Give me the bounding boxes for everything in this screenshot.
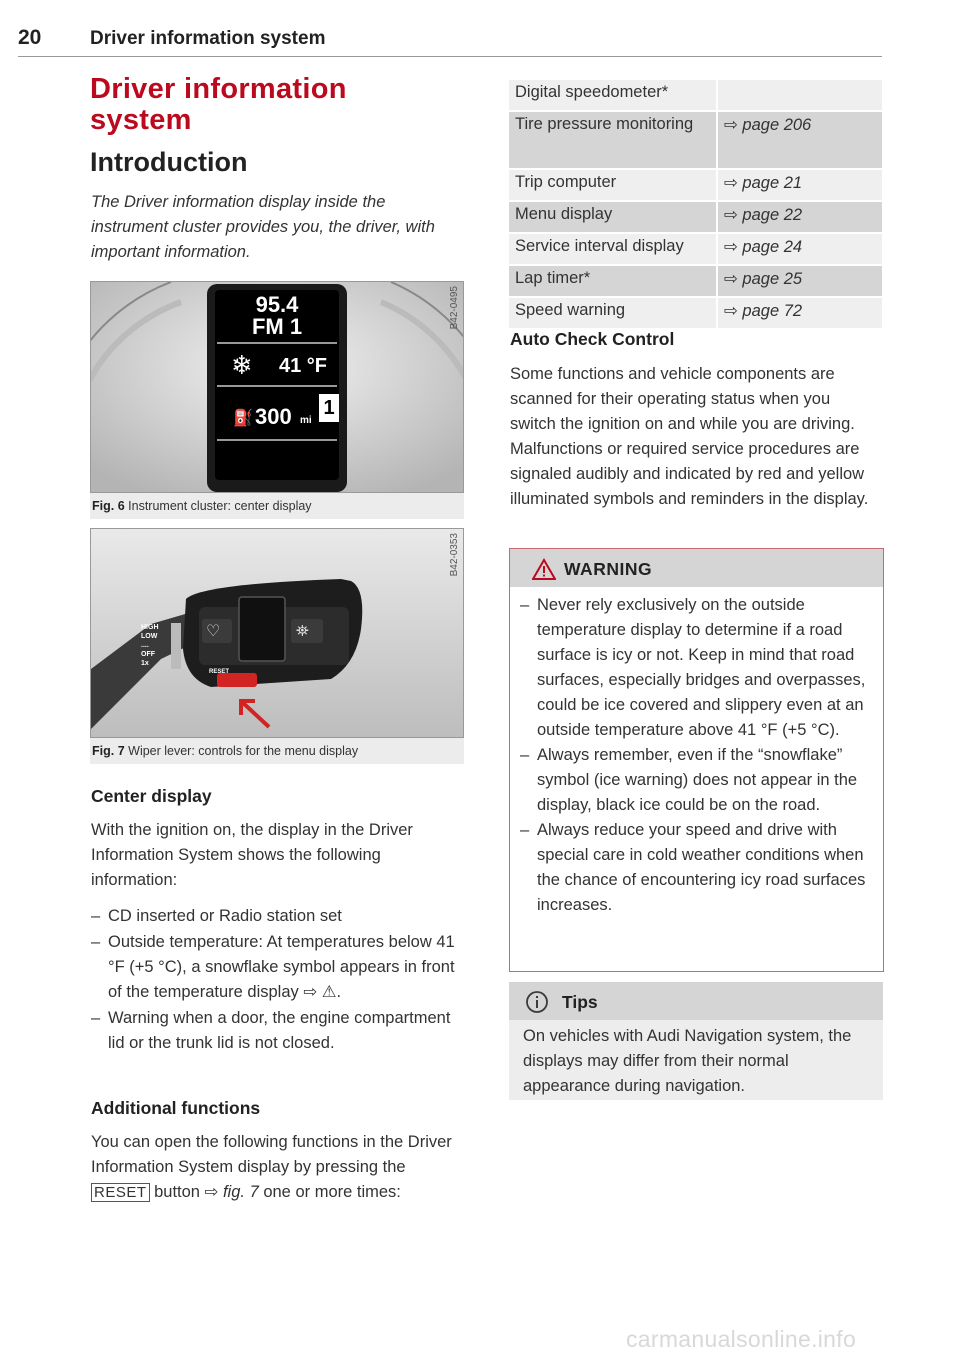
figure-6-caption-text: Instrument cluster: center display [128,499,312,513]
warning-body [520,593,875,918]
table-row [509,297,882,328]
figure-code: B42-0495 [449,286,460,330]
instrument-cluster-image [90,281,464,493]
tips-header [509,982,883,1020]
function-name: Menu display [509,201,717,233]
figure-7-label: Fig. 7 [92,744,125,758]
page-title-line1: Driver information [90,73,347,105]
callout-1: 1 [319,394,339,422]
tips-text: On vehicles with Audi Navigation system, the displays may differ from their normal appearance during navigation. [523,1027,852,1095]
figure-code: B42-0353 [449,533,460,577]
warning-header [510,549,883,587]
fuel-pump-icon: ⛽ [233,410,253,427]
function-ref[interactable]: ⇨ page 24 [717,233,882,265]
lever-high: HIGH [141,624,159,631]
lever-1x: 1x [141,660,149,667]
list-item: – Outside temperature: At temperatures below 41 °F (+5 °C), a snowflake symbol appears in front of the temperature display ⇨ ⚠. [91,930,463,1005]
tips-box [509,982,883,1100]
function-name: Tire pressure monitoring [509,111,717,169]
function-name: Speed warning [509,297,717,328]
lever-low: LOW [141,633,158,640]
lever-positions [141,623,159,668]
function-ref[interactable]: ⇨ page 72 [717,297,882,328]
function-ref [717,79,882,111]
outside-temperature: 41 °F [279,355,328,377]
warning-box [509,548,884,972]
table-row [509,169,882,201]
auto-check-heading: Auto Check Control [510,329,675,349]
figure-6-label: Fig. 6 [92,499,125,513]
figure-6 [90,281,464,519]
additional-text-mid: button ⇨ [149,1183,223,1201]
lever-off: OFF [141,651,155,658]
table-row [509,233,882,265]
tips-title: Tips [562,992,598,1012]
range-unit: mi [300,415,312,426]
reset-label: RESET [209,669,230,675]
function-ref[interactable]: ⇨ page 22 [717,201,882,233]
figure-7 [90,528,464,764]
subtitle: Introduction [90,147,248,177]
svg-text:⛯: ⛯ [296,621,309,640]
snowflake-icon: ❄ [231,350,253,380]
list-item: – Always remember, even if the “snowflake” symbol (ice warning) does not appear in the display, black ice could be on the road. [520,743,875,818]
function-ref[interactable]: ⇨ page 25 [717,265,882,297]
list-item: – CD inserted or Radio station set [91,904,463,929]
watermark: carmanualsonline.info [626,1326,857,1352]
svg-text:♡: ♡ [206,621,221,640]
warning-triangle-icon [532,558,556,580]
wiper-lever-image [90,528,464,738]
radio-readout [215,294,339,338]
page-number: 20 [18,26,42,49]
additional-text-after: one or more times: [258,1183,401,1201]
list-item: – Always reduce your speed and drive with special care in cold weather conditions when the chance of encountering icy road surfaces increases. [520,818,875,918]
reset-button-label: RESET [91,1183,150,1202]
page-title-line2: system [90,104,192,136]
center-display-list [91,904,463,1056]
functions-table [509,78,882,328]
additional-functions-text [91,1130,463,1205]
page-title [90,74,347,136]
auto-check-text: Some functions and vehicle components are scanned for their operating status when you switch the ignition on and while you are driving. Malfunctions or required service procedures are signaled audibly and indicated by red and yellow illuminated symbols and reminders in the display. [510,365,869,508]
function-name: Digital speedometer* [509,79,717,111]
center-display-intro: With the ignition on, the display in the Driver Information System shows the following information: [91,821,413,889]
figure-7-caption [90,738,464,764]
range-value: 300 [255,404,292,429]
additional-text-before: You can open the following functions in the Driver Information System display by pressing the [91,1133,452,1176]
lead-paragraph: The Driver information display inside the instrument cluster provides you, the driver, with important information. [91,193,435,261]
function-ref[interactable]: ⇨ page 206 [717,111,882,169]
function-ref[interactable]: ⇨ page 21 [717,169,882,201]
center-display-heading: Center display [91,786,212,806]
function-name: Lap timer* [509,265,717,297]
list-item: – Never rely exclusively on the outside temperature display to determine if a road surface is icy or not. Keep in mind that road surfaces, especially bridges and overpasses, could be ice covered and slippery even at an outside temperature above 41 °F (+5 °C). [520,593,875,743]
lever-dots: .... [141,642,149,649]
table-row [509,201,882,233]
warning-title: WARNING [564,559,653,579]
fig-7-reference[interactable]: fig. 7 [222,1183,259,1201]
page-header [18,22,882,57]
function-name: Trip computer [509,169,717,201]
radio-band: FM 1 [251,314,303,339]
info-icon [525,990,549,1014]
table-row [509,265,882,297]
figure-6-caption [90,493,464,519]
list-item: – Warning when a door, the engine compartment lid or the trunk lid is not closed. [91,1006,463,1056]
additional-functions-heading: Additional functions [91,1098,261,1118]
table-row [509,111,882,169]
figure-7-caption-text: Wiper lever: controls for the menu display [128,744,359,758]
section-title: Driver information system [90,28,326,49]
radio-frequency: 95.4 [255,292,299,317]
function-name: Service interval display [509,233,717,265]
table-row [509,79,882,111]
